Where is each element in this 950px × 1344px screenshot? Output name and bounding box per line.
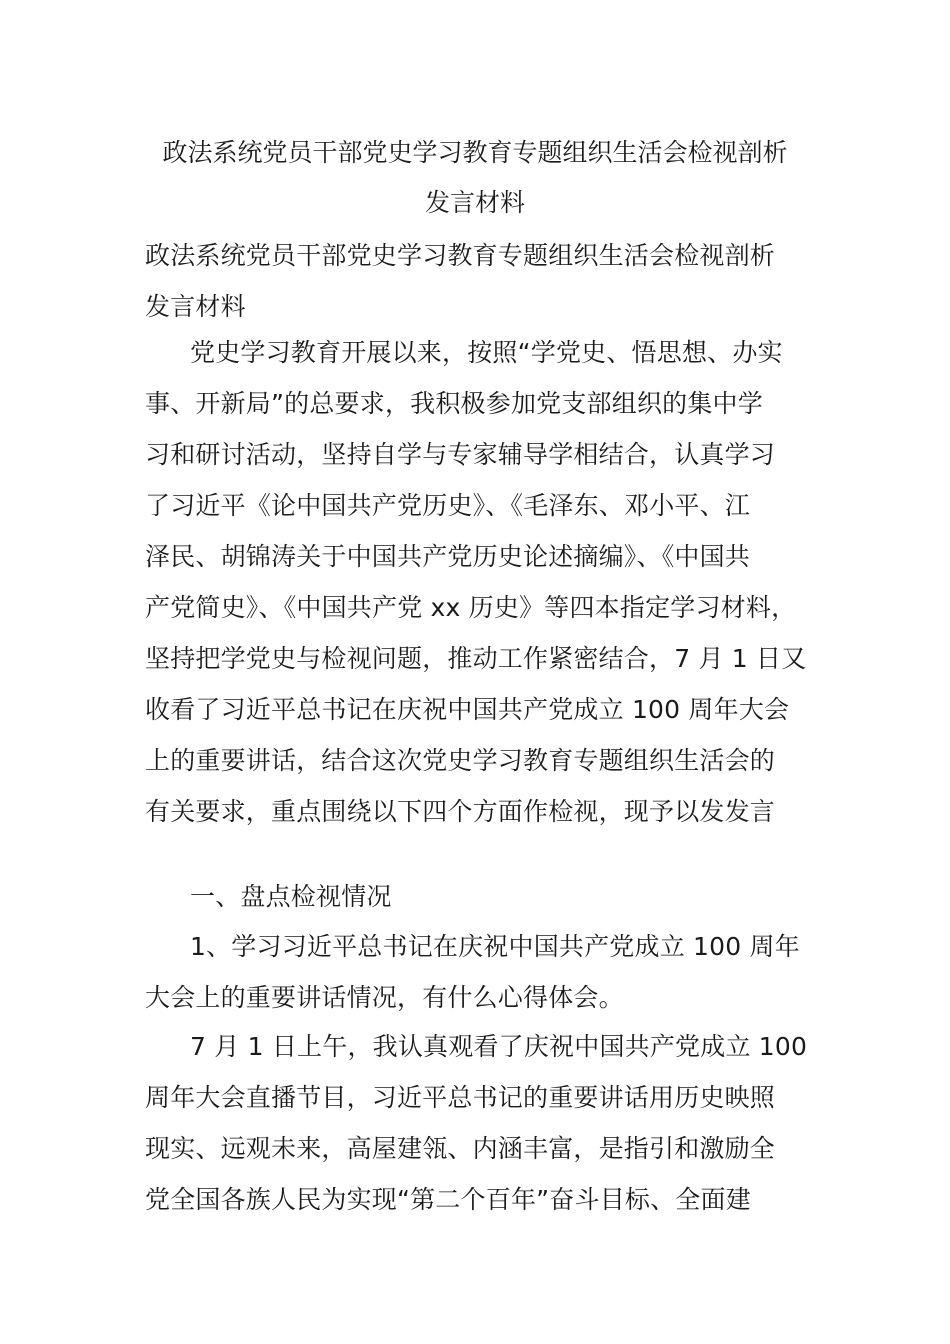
paragraph-line: 了习近平《论中国共产党历史》、《毛泽东、邓小平、江 [145,491,751,520]
paragraph-line: 上的重要讲话，结合这次党史学习教育专题组织生活会的 [145,746,776,775]
paragraph-line: 现实、远观未来，高屋建瓴、内涵丰富，是指引和激励全 [145,1134,776,1163]
item-line: 大会上的重要讲话情况，有什么心得体会。 [145,983,624,1012]
paragraph-line: 有关要求，重点围绕以下四个方面作检视，现予以发发言 [145,797,776,826]
paragraph-line: 坚持把学党史与检视问题，推动工作紧密结合，7 月 1 日又 [145,644,807,673]
paragraph-line: 党史学习教育开展以来，按照“学党史、悟思想、办实 [190,338,783,367]
section-heading-text: 一、盘点检视情况 [190,882,392,911]
subtitle-line: 政法系统党员干部党史学习教育专题组织生活会检视剖析 [145,241,776,270]
paragraph-line: 7 月 1 日上午，我认真观看了庆祝中国共产党成立 100 [190,1032,808,1061]
paragraph-line: 党全国各族人民为实现“第二个百年”奋斗目标、全面建 [145,1185,751,1214]
document-title-line-2: 发言材料 [424,188,525,217]
section-item-1 [145,921,810,1023]
document-title-line-1: 政法系统党员干部党史学习教育专题组织生活会检视剖析 [162,138,788,167]
subtitle-block [145,230,810,332]
paragraph-response [145,1021,810,1225]
paragraph-line: 周年大会直播节目，习近平总书记的重要讲话用历史映照 [145,1083,776,1112]
paragraph-intro [145,327,810,837]
paragraph-line: 习和研讨活动，坚持自学与专家辅导学相结合，认真学习 [145,440,776,469]
item-line: 1、学习习近平总书记在庆祝中国共产党成立 100 周年 [190,932,800,961]
paragraph-line: 泽民、胡锦涛关于中国共产党历史论述摘编》、《中国共 [145,542,751,571]
subtitle-line: 发言材料 [145,292,246,321]
section-heading [145,871,810,922]
paragraph-line: 收看了习近平总书记在庆祝中国共产党成立 100 周年大会 [145,695,790,724]
paragraph-line: 事、开新局”的总要求，我积极参加党支部组织的集中学 [145,389,763,418]
paragraph-line: 产党简史》、《中国共产党 xx 历史》等四本指定学习材料， [145,593,797,622]
